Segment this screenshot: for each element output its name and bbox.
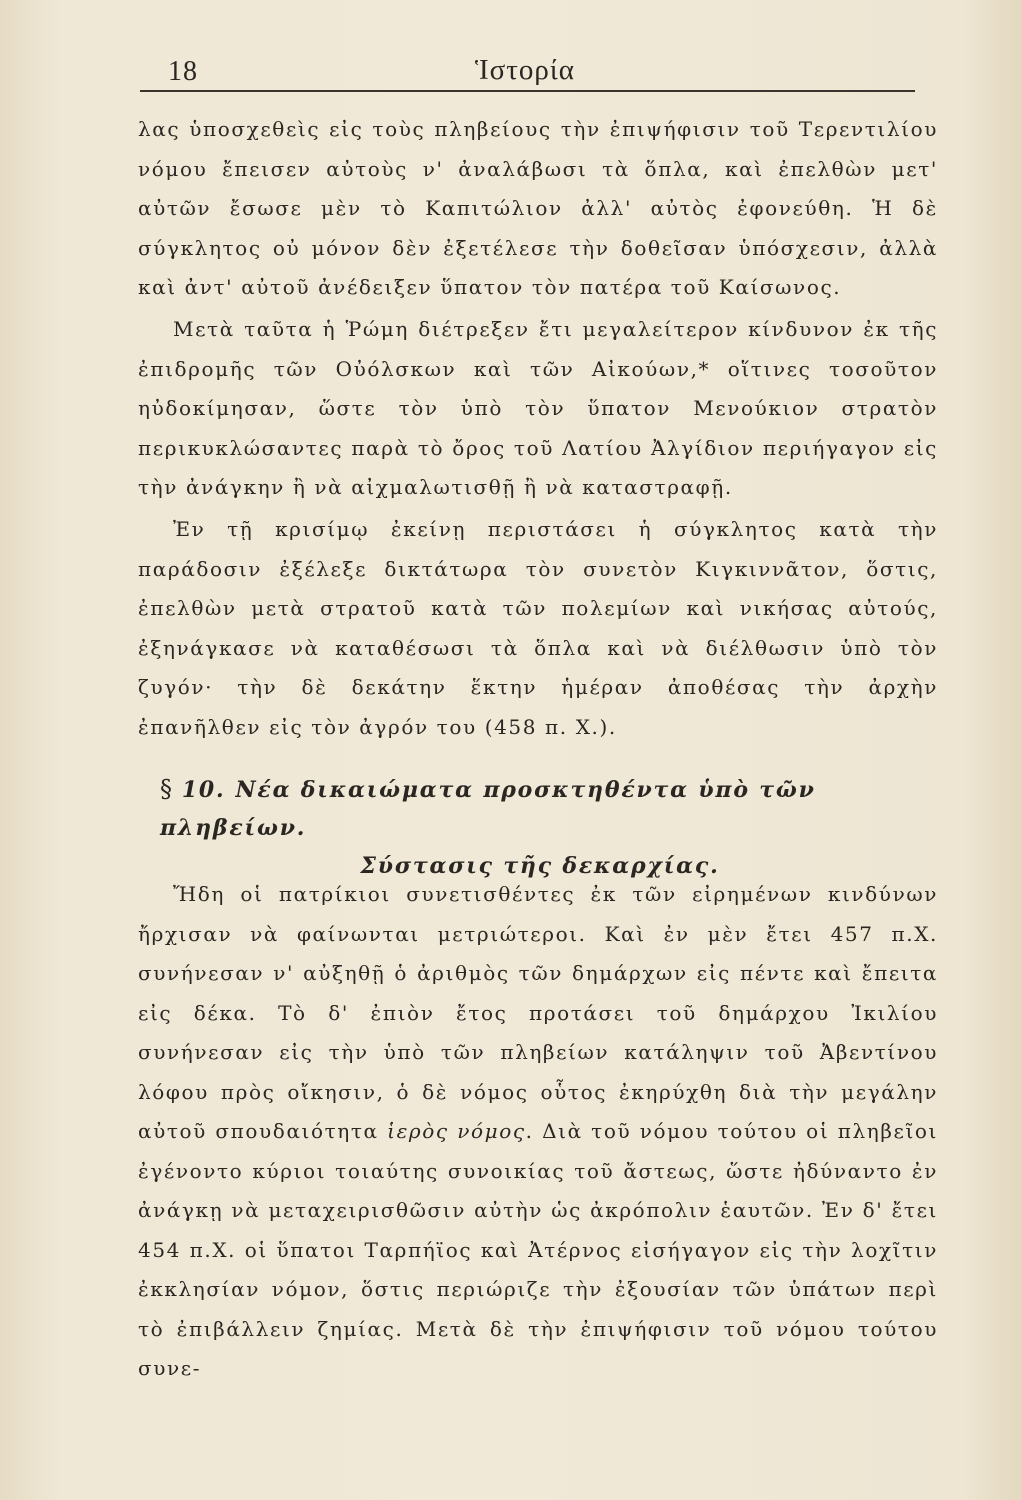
- paragraph-patricians: [138, 875, 938, 1389]
- section-number: 10.: [181, 777, 226, 803]
- paragraph-text-start: Ἤδη οἱ πατρίκιοι συνετισθέντες ἐκ τῶν εἰρημένων κινδύνων ἤρχισαν νὰ φαίνωνται μετριώτεροι. Καὶ ἐν μὲν ἔτει 457 π.Χ. συνήνεσαν ν' αὐξηθῇ ὁ ἀριθμὸς τῶν δημάρχων εἰς πέντε καὶ ἔπειτα εἰς δέκα. Τὸ δ' ἐπιὸν ἔτος προτάσει τοῦ δημάρχου Ἰκιλίου συνήνεσαν εἰς τὴν ὑπὸ τῶν πληβείων κατάληψιν τοῦ Ἀβεντίνου λόφου πρὸς οἴκησιν, ὁ δὲ νόμος οὗτος ἐκηρύχθη διὰ τὴν μεγάλην αὐτοῦ σπουδαιότητα: [138, 882, 938, 1143]
- paragraph-continuation: λας ὑποσχεθεὶς εἰς τοὺς πληβείους τὴν ἐπιψήφισιν τοῦ Τερεντιλίου νόμου ἔπεισεν αὐτοὺς ν' ἀναλάβωσι τὰ ὅπλα, καὶ ἐπελθὼν μετ' αὐτῶν ἔσωσε μὲν τὸ Καπιτώλιον ἀλλ' αὐτὸς ἐφονεύθη. Ἡ δὲ σύγκλητος οὐ μόνον δὲν ἐξετέλεσε τὴν δοθεῖσαν ὑπόσχεσιν, ἀλλὰ καὶ ἀντ' αὐτοῦ ἀνέδειξεν ὕπατον τὸν πατέρα τοῦ Καίσωνος.: [138, 117, 938, 299]
- paragraph-text-end: . Διὰ τοῦ νόμου τούτου οἱ πληβεῖοι ἐγένοντο κύριοι τοιαύτης συνοικίας τοῦ ἄστεως, ὥστε ἠδύναντο ἐν ἀνάγκῃ νὰ μεταχειρισθῶσιν αὐτὴν ὡς ἀκρόπολιν ἑαυτῶν. Ἐν δ' ἔτει 454 π.Χ. οἱ ὕπατοι Ταρπήϊος καὶ Ἀτέρνος εἰσήγαγον εἰς τὴν λοχῖτιν ἐκκλησίαν νόμον, ὅστις περιώριζε τὴν ἐξουσίαν τῶν ὑπάτων περὶ τὸ ἐπιβάλλειν ζημίας. Μετὰ δὲ τὴν ἐπιψήφισιν τοῦ νόμου τούτου συνε-: [138, 1119, 938, 1380]
- section-title-line2: Σύστασις τῆς δεκαρχίας.: [360, 853, 720, 879]
- section-sign: §: [160, 775, 174, 803]
- running-title: Ἱστορία: [475, 54, 575, 86]
- emphasis-sacred-law: ἱερὸς νόμος: [387, 1119, 526, 1143]
- paragraph-rome-danger: Μετὰ ταῦτα ἡ Ῥώμη διέτρεξεν ἔτι μεγαλείτερον κίνδυνον ἐκ τῆς ἐπιδρομῆς τῶν Οὐόλσκων καὶ τῶν Αἰκούων,* οἵτινες τοσοῦτον ηὐδοκίμησαν, ὥστε τὸν ὑπὸ τὸν ὕπατον Μενούκιον στρατὸν περικυκλώσαντες παρὰ τὸ ὄρος τοῦ Λατίου Ἀλγίδιον περιήγαγον εἰς τὴν ἀνάγκην ἢ νὰ αἰχμαλωτισθῇ ἢ νὰ καταστραφῇ.: [138, 317, 938, 499]
- page-number: 18: [168, 56, 198, 87]
- paragraph-cincinnatus: Ἐν τῇ κρισίμῳ ἐκείνῃ περιστάσει ἡ σύγκλητος κατὰ τὴν παράδοσιν ἐξέλεξε δικτάτωρα τὸν συνετὸν Κιγκιννᾶτον, ὅστις, ἐπελθὼν μετὰ στρατοῦ κατὰ τῶν πολεμίων καὶ νικήσας αὐτούς, ἐξηνάγκασε νὰ καταθέσωσι τὰ ὅπλα καὶ νὰ διέλθωσιν ὑπὸ τὸν ζυγόν· τὴν δὲ δεκάτην ἕκτην ἡμέραν ἀποθέσας τὴν ἀρχὴν ἐπανῆλθεν εἰς τὸν ἀγρόν του (458 π. Χ.).: [138, 517, 938, 739]
- header-rule: [140, 90, 915, 92]
- section-heading: [160, 770, 940, 885]
- page-header: [140, 52, 915, 92]
- section-title-line1: Νέα δικαιώματα προσκτηθέντα ὑπὸ τῶν πληβείων.: [160, 777, 816, 841]
